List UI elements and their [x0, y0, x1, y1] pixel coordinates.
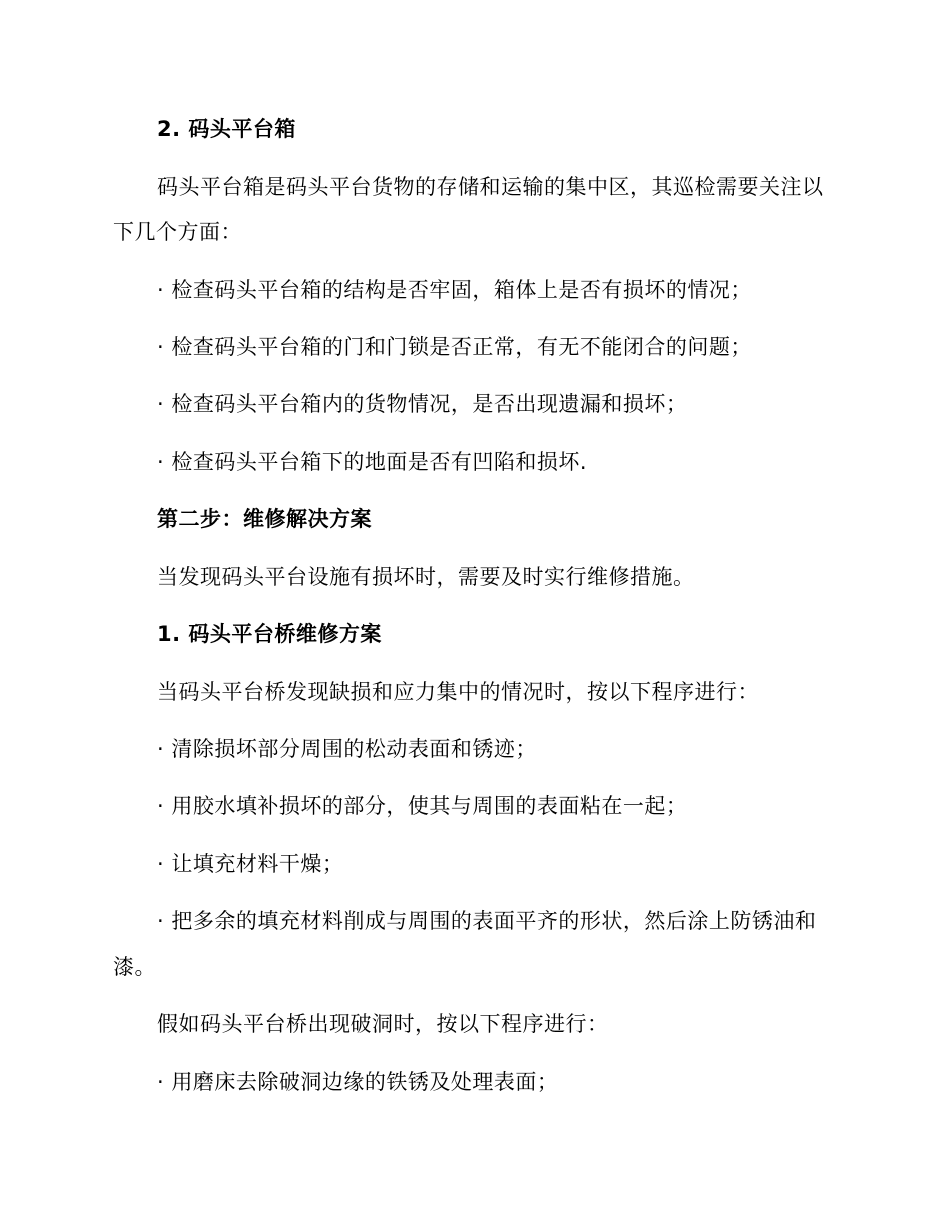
list-item: · 检查码头平台箱的结构是否牢固，箱体上是否有损坏的情况； — [157, 278, 752, 302]
section-heading-box: 2. 码头平台箱 — [157, 117, 296, 141]
section-heading-bridge-repair: 1. 码头平台桥维修方案 — [157, 622, 382, 646]
paragraph-box-intro-line1: 码头平台箱是码头平台货物的存储和运输的集中区，其巡检需要关注以 — [157, 175, 824, 199]
paragraph-box-intro-line2: 下几个方面： — [113, 220, 242, 244]
list-item: · 让填充材料干燥； — [157, 852, 344, 876]
list-item: · 清除损坏部分周围的松动表面和锈迹； — [157, 737, 537, 761]
paragraph-bridge-defect-intro: 当码头平台桥发现缺损和应力集中的情况时，按以下程序进行： — [157, 680, 759, 704]
list-item: · 检查码头平台箱下的地面是否有凹陷和损坏. — [157, 450, 588, 474]
list-item-line1: · 把多余的填充材料削成与周围的表面平齐的形状，然后涂上防锈油和 — [157, 909, 817, 933]
list-item-line2: 漆。 — [113, 955, 156, 979]
list-item: · 检查码头平台箱内的货物情况，是否出现遗漏和损坏； — [157, 392, 688, 416]
list-item: · 检查码头平台箱的门和门锁是否正常，有无不能闭合的问题； — [157, 335, 752, 359]
list-item: · 用磨床去除破洞边缘的铁锈及处理表面； — [157, 1070, 559, 1094]
paragraph-bridge-hole-intro: 假如码头平台桥出现破洞时，按以下程序进行： — [157, 1012, 609, 1036]
list-item: · 用胶水填补损坏的部分，使其与周围的表面粘在一起； — [157, 794, 688, 818]
section-heading-step2: 第二步：维修解决方案 — [157, 507, 372, 531]
paragraph-step2-intro: 当发现码头平台设施有损坏时，需要及时实行维修措施。 — [157, 565, 695, 589]
